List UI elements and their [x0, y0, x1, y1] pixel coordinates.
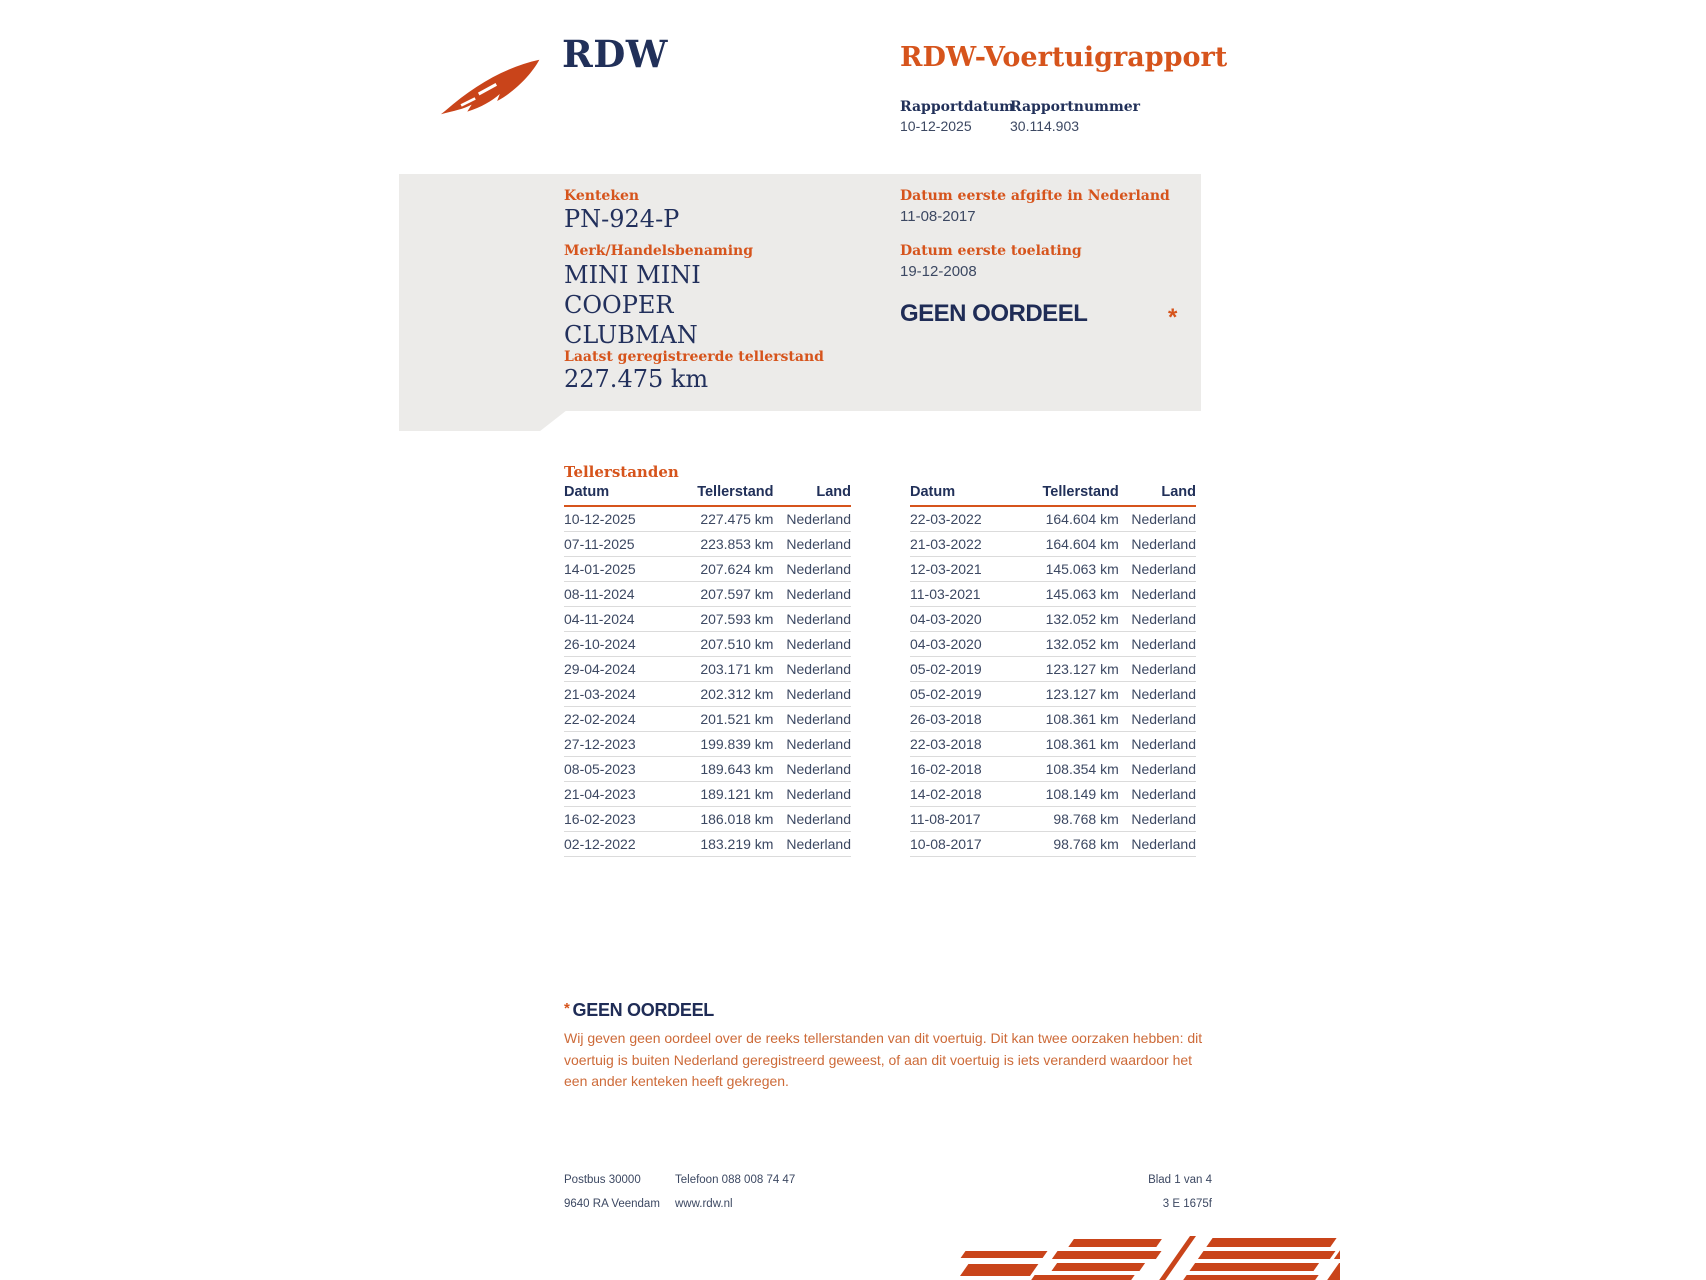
cell-land: Nederland [773, 557, 851, 582]
cell-tellerstand: 145.063 km [1036, 557, 1119, 582]
cell-datum: 04-03-2020 [910, 632, 1036, 657]
table-row [910, 557, 1196, 582]
cell-land: Nederland [773, 657, 851, 682]
cell-tellerstand: 183.219 km [690, 832, 773, 857]
toelating-label: Datum eerste toelating [900, 243, 1082, 259]
cell-land: Nederland [1119, 607, 1196, 632]
cell-tellerstand: 207.624 km [690, 557, 773, 582]
cell-land: Nederland [1119, 657, 1196, 682]
merk-value: MINI MINI COOPER CLUBMAN [564, 261, 701, 349]
cell-land: Nederland [773, 632, 851, 657]
cell-land: Nederland [1119, 682, 1196, 707]
vehicle-summary-box-tab [399, 410, 567, 431]
cell-datum: 11-03-2021 [910, 582, 1036, 607]
cell-datum: 21-04-2023 [564, 782, 690, 807]
cell-tellerstand: 189.121 km [690, 782, 773, 807]
footer-address-line1: Postbus 30000 [564, 1174, 641, 1186]
cell-datum: 22-03-2022 [910, 506, 1036, 532]
cell-tellerstand: 132.052 km [1036, 607, 1119, 632]
merk-label: Merk/Handelsbenaming [564, 243, 754, 259]
report-number-value: 30.114.903 [1010, 118, 1080, 134]
cell-land: Nederland [1119, 782, 1196, 807]
footer-form-code: 3 E 1675f [1162, 1198, 1212, 1210]
cell-datum: 04-11-2024 [564, 607, 690, 632]
table-row [564, 607, 851, 632]
report-date-value: 10-12-2025 [900, 118, 972, 134]
cell-land: Nederland [1119, 506, 1196, 532]
table-header-row [564, 484, 851, 506]
cell-tellerstand: 132.052 km [1036, 632, 1119, 657]
cell-tellerstand: 199.839 km [690, 732, 773, 757]
table-row [564, 506, 851, 532]
cell-tellerstand: 202.312 km [690, 682, 773, 707]
footer-page-info [1060, 1168, 1212, 1216]
cell-datum: 16-02-2023 [564, 807, 690, 832]
table-row [910, 782, 1196, 807]
cell-tellerstand: 186.018 km [690, 807, 773, 832]
column-header-datum: Datum [910, 484, 1036, 506]
footnote-title [564, 1000, 714, 1021]
cell-tellerstand: 123.127 km [1036, 657, 1119, 682]
cell-datum: 02-12-2022 [564, 832, 690, 857]
table-row [564, 707, 851, 732]
rdw-stripe-graphic [940, 1236, 1340, 1280]
column-header-datum: Datum [564, 484, 690, 506]
table-row [564, 582, 851, 607]
cell-land: Nederland [773, 707, 851, 732]
kenteken-value: PN-924-P [564, 205, 680, 233]
cell-land: Nederland [1119, 807, 1196, 832]
rdw-logo-feather-icon [438, 58, 544, 116]
cell-land: Nederland [773, 757, 851, 782]
cell-tellerstand: 207.597 km [690, 582, 773, 607]
cell-datum: 10-12-2025 [564, 506, 690, 532]
cell-datum: 10-08-2017 [910, 832, 1036, 857]
cell-datum: 05-02-2019 [910, 682, 1036, 707]
footer-website-link[interactable]: www.rdw.nl [675, 1198, 733, 1210]
cell-tellerstand: 108.361 km [1036, 707, 1119, 732]
cell-tellerstand: 108.361 km [1036, 732, 1119, 757]
cell-datum: 08-05-2023 [564, 757, 690, 782]
footer-phone: Telefoon 088 008 74 47 [675, 1174, 796, 1186]
kenteken-label: Kenteken [564, 188, 640, 204]
table-row [910, 632, 1196, 657]
cell-land: Nederland [773, 807, 851, 832]
cell-datum: 26-03-2018 [910, 707, 1036, 732]
cell-datum: 22-03-2018 [910, 732, 1036, 757]
footer-address [564, 1168, 660, 1216]
column-header-land: Land [1119, 484, 1196, 506]
table-row [910, 607, 1196, 632]
table-row [564, 632, 851, 657]
table-row [910, 757, 1196, 782]
cell-datum: 21-03-2022 [910, 532, 1036, 557]
cell-tellerstand: 227.475 km [690, 506, 773, 532]
cell-land: Nederland [1119, 732, 1196, 757]
cell-tellerstand: 108.149 km [1036, 782, 1119, 807]
odometer-table-left [564, 484, 851, 857]
table-row [910, 506, 1196, 532]
cell-tellerstand: 207.510 km [690, 632, 773, 657]
table-row [564, 807, 851, 832]
afgifte-label: Datum eerste afgifte in Nederland [900, 188, 1170, 204]
table-row [910, 707, 1196, 732]
table-row [564, 832, 851, 857]
report-number-label: Rapportnummer [1010, 99, 1141, 115]
cell-tellerstand: 164.604 km [1036, 532, 1119, 557]
footer-page-number: Blad 1 van 4 [1148, 1174, 1212, 1186]
cell-land: Nederland [1119, 757, 1196, 782]
cell-land: Nederland [1119, 557, 1196, 582]
column-header-tellerstand: Tellerstand [1036, 484, 1119, 506]
table-row [564, 757, 851, 782]
cell-datum: 29-04-2024 [564, 657, 690, 682]
cell-tellerstand: 201.521 km [690, 707, 773, 732]
cell-datum: 16-02-2018 [910, 757, 1036, 782]
afgifte-value: 11-08-2017 [900, 208, 976, 225]
cell-land: Nederland [1119, 832, 1196, 857]
verdict-text: GEEN OORDEEL [900, 300, 1088, 327]
cell-datum: 14-02-2018 [910, 782, 1036, 807]
table-row [564, 657, 851, 682]
cell-land: Nederland [1119, 582, 1196, 607]
cell-tellerstand: 123.127 km [1036, 682, 1119, 707]
table-row [910, 732, 1196, 757]
cell-land: Nederland [1119, 707, 1196, 732]
table-header-row [910, 484, 1196, 506]
footnote-title-text: GEEN OORDEEL [572, 1000, 714, 1020]
table-row [564, 682, 851, 707]
cell-datum: 04-03-2020 [910, 607, 1036, 632]
footer-contact [675, 1168, 795, 1216]
column-header-land: Land [773, 484, 851, 506]
cell-tellerstand: 98.768 km [1036, 807, 1119, 832]
page-title: RDW-Voertuigrapport [900, 42, 1228, 73]
table-row [564, 782, 851, 807]
cell-land: Nederland [773, 732, 851, 757]
cell-datum: 22-02-2024 [564, 707, 690, 732]
cell-tellerstand: 164.604 km [1036, 506, 1119, 532]
table-row [564, 532, 851, 557]
table-row [910, 532, 1196, 557]
column-header-tellerstand: Tellerstand [690, 484, 773, 506]
table-row [564, 557, 851, 582]
report-date-label: Rapportdatum [900, 99, 1015, 115]
cell-datum: 07-11-2025 [564, 532, 690, 557]
cell-datum: 08-11-2024 [564, 582, 690, 607]
cell-tellerstand: 108.354 km [1036, 757, 1119, 782]
cell-datum: 11-08-2017 [910, 807, 1036, 832]
tables-title: Tellerstanden [564, 463, 679, 481]
verdict-asterisk: * [1168, 304, 1178, 331]
toelating-value: 19-12-2008 [900, 263, 977, 280]
cell-land: Nederland [773, 782, 851, 807]
cell-datum: 27-12-2023 [564, 732, 690, 757]
cell-tellerstand: 189.643 km [690, 757, 773, 782]
table-row [564, 732, 851, 757]
table-row [910, 682, 1196, 707]
cell-tellerstand: 207.593 km [690, 607, 773, 632]
cell-datum: 12-03-2021 [910, 557, 1036, 582]
cell-tellerstand: 98.768 km [1036, 832, 1119, 857]
tellerstand-value: 227.475 km [564, 365, 709, 393]
footnote-text: Wij geven geen oordeel over de reeks tellerstanden van dit voertuig. Dit kan twee oorzaken hebben: dit voertuig is buiten Nederland geregistreerd geweest, of aan dit voertuig is iets veranderd waardoor het een ander kenteken heeft gekregen. [564, 1030, 1203, 1089]
cell-tellerstand: 223.853 km [690, 532, 773, 557]
cell-datum: 05-02-2019 [910, 657, 1036, 682]
cell-tellerstand: 203.171 km [690, 657, 773, 682]
rdw-logo-text: RDW [562, 32, 668, 76]
tellerstand-label: Laatst geregistreerde tellerstand [564, 349, 824, 365]
cell-land: Nederland [1119, 532, 1196, 557]
cell-land: Nederland [773, 582, 851, 607]
cell-land: Nederland [773, 607, 851, 632]
cell-land: Nederland [773, 532, 851, 557]
cell-land: Nederland [773, 682, 851, 707]
cell-datum: 21-03-2024 [564, 682, 690, 707]
cell-datum: 26-10-2024 [564, 632, 690, 657]
cell-land: Nederland [1119, 632, 1196, 657]
cell-land: Nederland [773, 832, 851, 857]
table-row [910, 657, 1196, 682]
table-row [910, 832, 1196, 857]
cell-datum: 14-01-2025 [564, 557, 690, 582]
table-row [910, 582, 1196, 607]
cell-tellerstand: 145.063 km [1036, 582, 1119, 607]
footer-address-line2: 9640 RA Veendam [564, 1198, 660, 1210]
table-row [910, 807, 1196, 832]
odometer-table-right [910, 484, 1196, 857]
footnote-asterisk: * [564, 1000, 570, 1017]
cell-land: Nederland [773, 506, 851, 532]
